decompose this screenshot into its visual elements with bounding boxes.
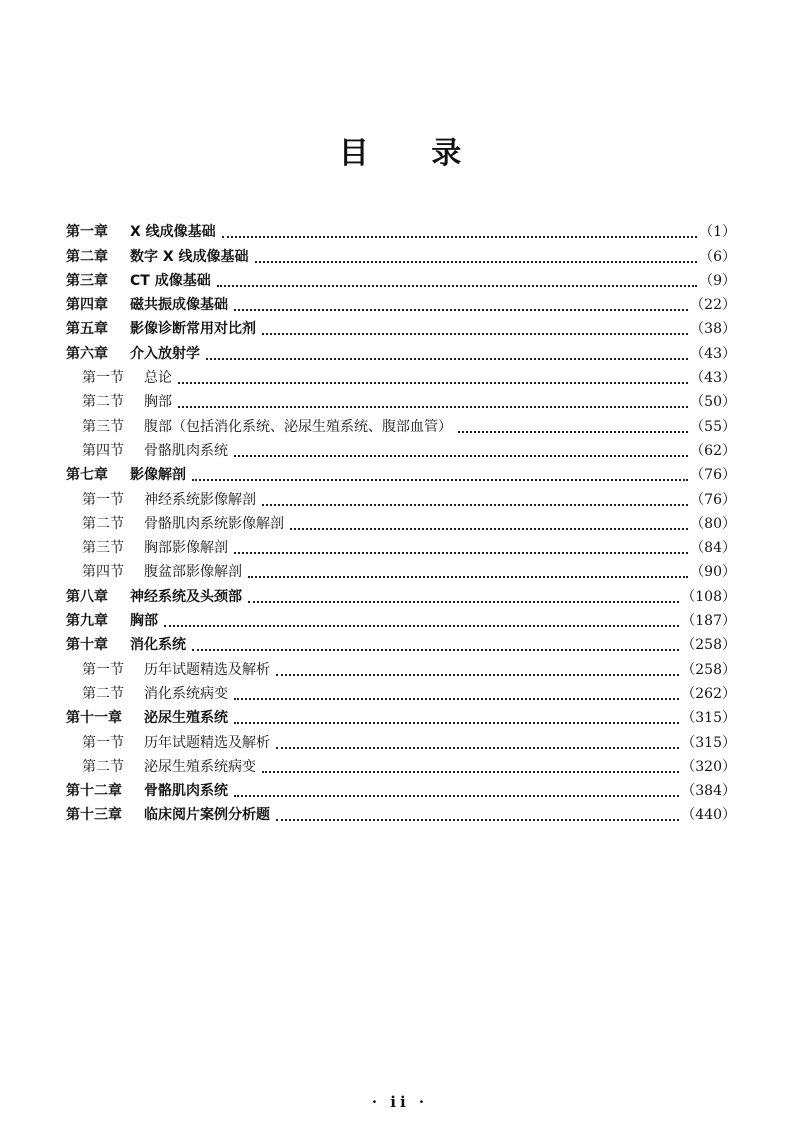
dot-leader: [248, 600, 679, 603]
entry-title: 磁共振成像基础: [130, 297, 228, 314]
dot-leader: [192, 478, 688, 481]
entry-label: 第十三章: [66, 807, 122, 824]
entry-label: 第五章: [66, 321, 108, 338]
toc-section-entry: [66, 437, 736, 461]
entry-page-number: （315）: [681, 710, 736, 727]
entry-page-number: （108）: [681, 588, 736, 605]
entry-label: 第二节: [82, 394, 124, 411]
entry-page-number: （6）: [699, 248, 736, 265]
toc-section-entry: [66, 680, 736, 704]
dot-leader: [276, 746, 679, 749]
entry-title: 消化系统病变: [144, 685, 228, 702]
entry-title: 泌尿生殖系统: [144, 710, 228, 727]
toc-section-entry: [66, 753, 736, 777]
entry-label: 第一节: [82, 734, 124, 751]
toc-chapter-entry: [66, 777, 736, 801]
entry-label: 第三节: [82, 540, 124, 557]
entry-page-number: （315）: [681, 734, 736, 751]
dot-leader: [234, 697, 679, 700]
entry-page-number: （50）: [690, 394, 736, 411]
entry-title: 腹盆部影像解剖: [144, 564, 242, 581]
dot-leader: [276, 673, 679, 676]
page-title: 目 录: [338, 136, 488, 171]
dot-leader: [290, 527, 688, 530]
toc-chapter-entry: [66, 267, 736, 291]
table-of-contents: [66, 218, 736, 825]
entry-title: 历年试题精选及解析: [144, 734, 270, 751]
toc-chapter-entry: [66, 582, 736, 606]
entry-title: 泌尿生殖系统病变: [144, 758, 256, 775]
toc-section-entry: [66, 655, 736, 679]
toc-section-entry: [66, 534, 736, 558]
entry-label: 第二节: [82, 685, 124, 702]
entry-title: 神经系统及头颈部: [130, 588, 242, 605]
entry-label: 第一章: [66, 224, 108, 241]
entry-label: 第八章: [66, 588, 108, 605]
entry-title: 介入放射学: [130, 345, 200, 362]
dot-leader: [262, 332, 688, 335]
entry-title: 神经系统影像解剖: [144, 491, 256, 508]
entry-page-number: （320）: [681, 758, 736, 775]
entry-page-number: （55）: [690, 418, 736, 435]
page-number: · ii ·: [371, 1093, 429, 1111]
entry-label: 第四章: [66, 297, 108, 314]
toc-section-entry: [66, 412, 736, 436]
entry-page-number: （43）: [690, 370, 736, 387]
entry-page-number: （1）: [699, 224, 736, 241]
entry-title: 影像诊断常用对比剂: [130, 321, 256, 338]
dot-leader: [206, 357, 688, 360]
toc-section-entry: [66, 558, 736, 582]
entry-title: 骨骼肌肉系统: [144, 442, 228, 459]
dot-leader: [234, 551, 688, 554]
entry-label: 第一节: [82, 491, 124, 508]
entry-title: 骨骼肌肉系统影像解剖: [144, 515, 284, 532]
dot-leader: [458, 430, 688, 433]
entry-label: 第三章: [66, 272, 108, 289]
dot-leader: [222, 235, 697, 238]
entry-label: 第十二章: [66, 783, 122, 800]
entry-page-number: （187）: [681, 613, 736, 630]
entry-page-number: （76）: [690, 467, 736, 484]
entry-page-number: （262）: [681, 685, 736, 702]
dot-leader: [234, 721, 679, 724]
entry-page-number: （43）: [690, 345, 736, 362]
dot-leader: [192, 648, 679, 651]
entry-page-number: （384）: [681, 783, 736, 800]
entry-page-number: （9）: [699, 272, 736, 289]
entry-page-number: （22）: [690, 297, 736, 314]
toc-chapter-entry: [66, 291, 736, 315]
entry-title: 影像解剖: [130, 467, 186, 484]
entry-label: 第四节: [82, 442, 124, 459]
entry-page-number: （84）: [690, 540, 736, 557]
dot-leader: [248, 575, 688, 578]
toc-section-entry: [66, 728, 736, 752]
entry-label: 第十章: [66, 637, 108, 654]
toc-chapter-entry: [66, 607, 736, 631]
dot-leader: [164, 624, 679, 627]
toc-chapter-entry: [66, 704, 736, 728]
entry-label: 第三节: [82, 418, 124, 435]
entry-title: 胸部: [144, 394, 172, 411]
toc-section-entry: [66, 364, 736, 388]
entry-label: 第四节: [82, 564, 124, 581]
dot-leader: [178, 381, 688, 384]
dot-leader: [217, 284, 697, 287]
toc-section-entry: [66, 510, 736, 534]
entry-title: X 线成像基础: [130, 224, 216, 241]
toc-chapter-entry: [66, 218, 736, 242]
dot-leader: [276, 818, 679, 821]
dot-leader: [255, 260, 698, 263]
entry-title: 胸部影像解剖: [144, 540, 228, 557]
toc-chapter-entry: [66, 242, 736, 266]
entry-label: 第十一章: [66, 710, 122, 727]
dot-leader: [262, 770, 679, 773]
toc-section-entry: [66, 485, 736, 509]
entry-title: 腹部（包括消化系统、泌尿生殖系统、腹部血管）: [144, 418, 452, 435]
entry-title: 临床阅片案例分析题: [144, 807, 270, 824]
dot-leader: [178, 405, 688, 408]
toc-chapter-entry: [66, 631, 736, 655]
entry-page-number: （38）: [690, 321, 736, 338]
entry-page-number: （258）: [681, 637, 736, 654]
entry-label: 第九章: [66, 613, 108, 630]
entry-label: 第一节: [82, 661, 124, 678]
entry-label: 第二节: [82, 758, 124, 775]
toc-chapter-entry: [66, 801, 736, 825]
toc-chapter-entry: [66, 315, 736, 339]
dot-leader: [234, 308, 688, 311]
entry-page-number: （76）: [690, 491, 736, 508]
entry-title: CT 成像基础: [130, 272, 211, 289]
entry-label: 第一节: [82, 370, 124, 387]
entry-title: 历年试题精选及解析: [144, 661, 270, 678]
entry-title: 胸部: [130, 613, 158, 630]
dot-leader: [234, 454, 688, 457]
toc-section-entry: [66, 388, 736, 412]
entry-label: 第六章: [66, 345, 108, 362]
toc-chapter-entry: [66, 461, 736, 485]
entry-page-number: （440）: [681, 807, 736, 824]
dot-leader: [234, 794, 679, 797]
entry-title: 总论: [144, 370, 172, 387]
entry-title: 数字 X 线成像基础: [130, 248, 249, 265]
entry-label: 第二章: [66, 248, 108, 265]
dot-leader: [262, 503, 688, 506]
entry-page-number: （90）: [690, 564, 736, 581]
entry-title: 骨骼肌肉系统: [144, 783, 228, 800]
entry-title: 消化系统: [130, 637, 186, 654]
entry-page-number: （80）: [690, 515, 736, 532]
toc-chapter-entry: [66, 339, 736, 363]
entry-label: 第二节: [82, 515, 124, 532]
entry-page-number: （258）: [681, 661, 736, 678]
entry-label: 第七章: [66, 467, 108, 484]
entry-page-number: （62）: [690, 442, 736, 459]
